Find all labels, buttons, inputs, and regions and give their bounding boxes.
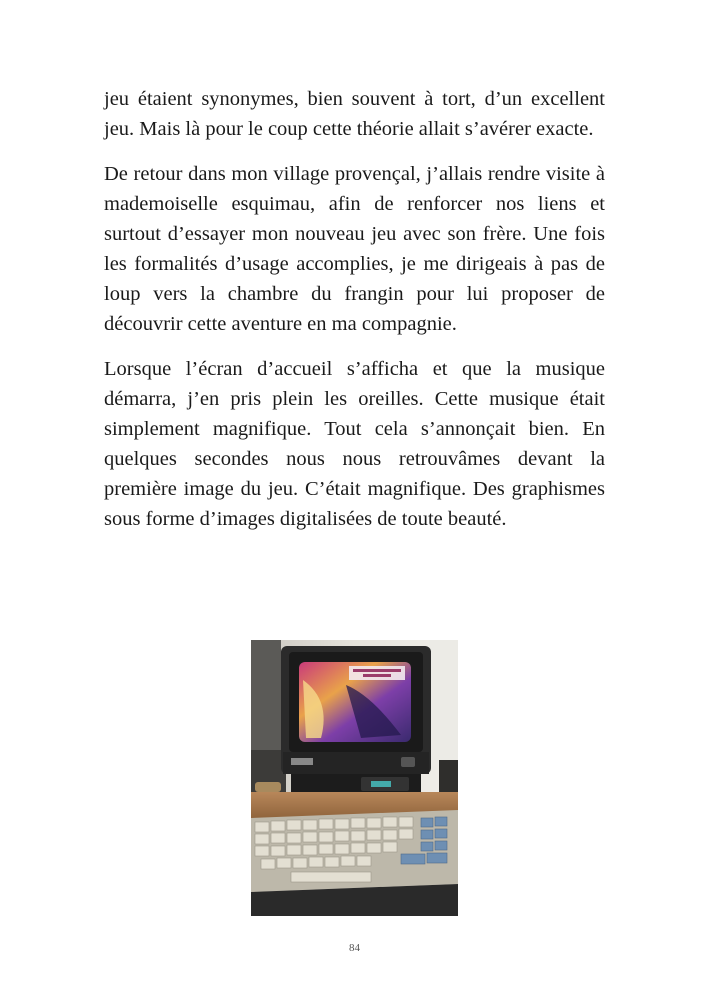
photo-retro-computer [251, 640, 458, 916]
body-text [104, 84, 605, 549]
paragraph-2: De retour dans mon village provençal, j’allais rendre visite à mademoiselle esquimau, afin de renforcer nos liens et surtout d’essayer mon nouveau jeu avec son frère. Une fois les formalités d’usage accomplies, je me dirigeais à pas de loup vers la chambre du frangin pour lui proposer de découvrir cette aventure en ma compagnie. [104, 163, 605, 335]
paragraph-1: jeu étaient synonymes, bien souvent à tort, d’un excellent jeu. Mais là pour le coup cette théorie allait s’avérer exacte. [104, 88, 605, 140]
page-number: 84 [349, 942, 360, 954]
paragraph-3: Lorsque l’écran d’accueil s’afficha et que la musique démarra, j’en pris plein les oreilles. Cette musique était simplement magnifique. Tout cela s’annonçait bien. En quelques secondes nous nous retrouvâmes devant la première image du jeu. C’était magnifique. Des graphismes sous forme d’images digitalisées de toute beauté. [104, 358, 605, 530]
photo-illustration [251, 640, 458, 916]
